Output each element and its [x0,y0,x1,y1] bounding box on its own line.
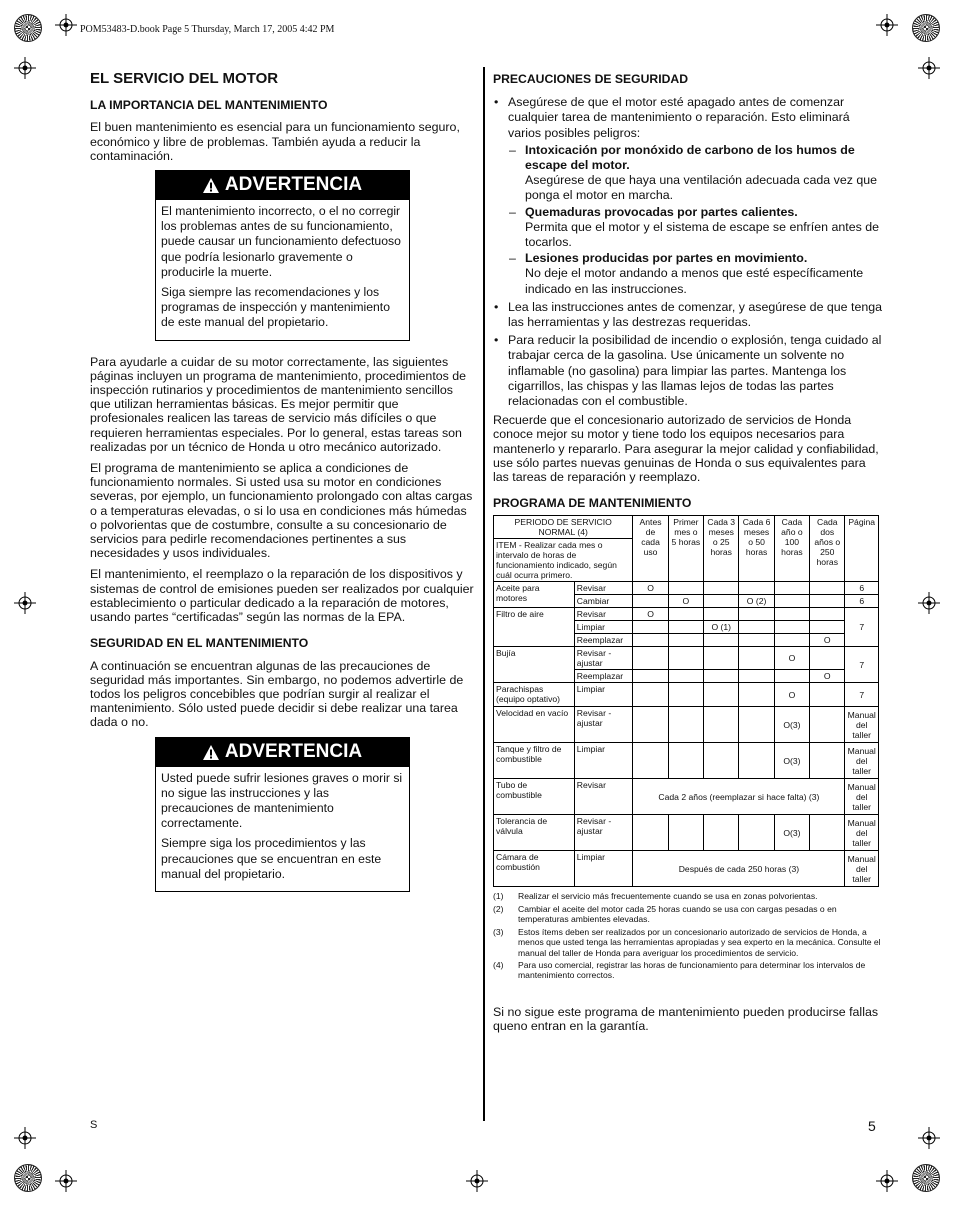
warning-box [155,737,410,892]
schedule-mark: O(3) [774,707,809,743]
page-ref: 7 [845,683,879,707]
schedule-mark: O [810,634,845,647]
crosshair-mark-icon [918,57,940,79]
page-ref: 6 [845,582,879,595]
footnote-number: (3) [493,926,504,937]
item-name: Filtro de aire [494,608,575,647]
schedule-mark: O [668,595,703,608]
footnote-text: Para uso comercial, registrar las horas de funcionamiento para determinar los intervalos de mantenimiento correctos. [518,959,866,981]
action: Limpiar [574,743,633,779]
section-heading: SEGURIDAD EN EL MANTENIMIENTO [90,636,309,651]
list-item: • Para reducir la posibilidad de incendio o explosión, tenga cuidado al trabajar cerca de la gasolina. Use únicamente un solvente no inflamable (no gasolina) para limpiar las partes. Mantenga los cigarrillos, las chispas y las llamas lejos de todas las partes relacionadas con el combustible. [508,333,883,409]
registration-sunburst [14,1164,42,1192]
hazard-item [525,143,883,204]
section-heading: PRECAUCIONES DE SEGURIDAD [493,72,689,86]
page-ref: Manual del taller [845,779,879,815]
item-name: Cámara de combustión [494,851,575,887]
page-ref: Manual del taller [845,851,879,887]
schedule-mark: O [774,647,809,670]
hazard-title: Lesiones producidas por partes en movimiento. [525,251,808,266]
schedule-mark: O (1) [704,621,739,634]
page-ref: Manual del taller [845,743,879,779]
paragraph: Recuerde que el concesionario autorizado de servicios de Honda conoce mejor su motor y tiene todo los equipos necesarios para mantenerlo y repararlo. Para asegurar la mejor calidad y confiabilidad, use sólo partes nuevas genuinas de Honda o sus equivalentes para las tareas de reparación y reemplazo. [493,413,879,485]
hazard-item [525,205,883,251]
footnote-text: Cambiar el aceite del motor cada 25 horas cuando se usa con cargas pesadas o en temperaturas ambientes elevadas. [518,903,837,925]
warning-text: El mantenimiento incorrecto, o el no corregir los problemas antes de su funcionamiento, puede causar un funcionamiento defectuoso que podría lesionarlo gravemente o producirle la muerte. [161,204,401,279]
schedule-mark: O(3) [774,743,809,779]
action: Revisar - ajustar [574,647,633,670]
crosshair-mark-icon [918,592,940,614]
paragraph: Para ayudarle a cuidar de su motor correctamente, las siguientes páginas incluyen un programa de mantenimiento, procedimientos de inspección rutinarios y procedimientos de mantenimiento sencillos que utilizan herramientas básicas. Es mejor permitir que profesionales realicen las tareas de servicio más difíciles o que requieren herramientas especiales. Por lo general, estas tareas son realizadas por un técnico de Honda u otro mecánico autorizado. [90,354,467,454]
hazard-title: Intoxicación por monóxido de carbono de los humos de escape del motor. [525,142,855,173]
column-header: Cada 6 meses o 50 horas [739,516,774,582]
footnote [493,891,883,901]
warning-header [156,171,409,200]
column-header: Cada 3 meses o 25 horas [704,516,739,582]
action: Revisar - ajustar [574,815,633,851]
schedule-mark: O [633,608,668,621]
table-header-row [494,516,879,582]
schedule-span: Después de cada 250 horas (3) [633,851,845,887]
action: Limpiar [574,621,633,634]
list-item: • Lea las instrucciones antes de comenzar, y asegúrese de que tenga las herramientas y las destrezas requeridas. [508,300,883,330]
item-name: Tolerancia de válvula [494,815,575,851]
list-item [508,95,883,297]
crosshair-mark-icon [14,1127,36,1149]
schedule-mark: O [633,582,668,595]
table-row [494,582,879,595]
warning-triangle-icon [203,745,219,760]
footnote-text: Estos ítems deben ser realizados por un concesionario autorizado de servicios de Honda, a menos que usted tenga las herramientas apropiadas y sea experto en la mecánica. Consulte el manual del taller de Honda para averiguar los procedimientos de servicio. [518,926,881,958]
page-ref: 7 [845,608,879,647]
warning-text: Usted puede sufrir lesiones graves o morir si no sigue las instrucciones y las precauciones de mantenimiento correctamente. [161,770,403,831]
crosshair-mark-icon [466,1170,488,1192]
item-name: Tubo de combustible [494,779,575,815]
left-column [90,70,474,906]
action: Limpiar [574,851,633,887]
footnote [493,927,883,958]
warranty-note: Si no sigue este programa de mantenimiento pueden producirse fallas queno entran en la garantía. [493,1004,879,1033]
section-heading: PROGRAMA DE MANTENIMIENTO [493,496,692,511]
footnote [493,960,883,981]
action: Cambiar [574,595,633,608]
table-row [494,608,879,621]
page-ref: Manual del taller [845,815,879,851]
column-header: Página [845,516,879,582]
warning-text: Siempre siga los procedimientos y las precauciones que se encuentran en este manual del propietario. [161,836,382,881]
footnote-text: Realizar el servicio más frecuentemente cuando se usa en zonas polvorientas. [518,891,818,902]
hazard-title: Quemaduras provocadas por partes calientes. [525,204,798,219]
footnote-number: (4) [493,959,504,970]
safety-list [493,95,883,409]
hazard-text: Asegúrese de que haya una ventilación adecuada cada vez que ponga el motor en marcha. [525,173,878,203]
crosshair-mark-icon [918,1127,940,1149]
paragraph: El buen mantenimiento es esencial para un funcionamiento seguro, económico y libre de problemas. También ayuda a reducir la contaminación. [90,120,460,163]
paragraph: A continuación se encuentran algunas de las precauciones de seguridad más importantes. Sin embargo, no podemos advertirle de todos los peligros concebibles que podrían surgir al realizar el mantenimiento. Sólo usted puede decidir si debe realizar una tarea dada o no. [90,658,464,730]
table-row [494,815,879,851]
list-item-text: Asegúrese de que el motor esté apagado antes de comenzar cualquier tarea de mantenimiento o reparación. Esto eliminará varios posibles peligros: [508,95,850,140]
hazard-item [525,251,883,297]
page-title: EL SERVICIO DEL MOTOR [90,70,279,87]
crosshair-mark-icon [14,592,36,614]
action: Revisar [574,779,633,815]
warning-text: Siga siempre las recomendaciones y los programas de inspección y mantenimiento de este manual del propietario. [161,285,390,330]
registration-sunburst [912,1164,940,1192]
table-row [494,851,879,887]
warning-header [156,738,409,767]
item-name: Tanque y filtro de combustible [494,743,575,779]
table-row [494,707,879,743]
column-header: Antes de cada uso [633,516,668,582]
language-code: S [90,1119,98,1131]
registration-sunburst [14,14,42,42]
maintenance-schedule-table [493,515,879,887]
item-name: Bujía [494,647,575,683]
schedule-mark: O(3) [774,815,809,851]
footnote-number: (2) [493,903,504,914]
page-ref: Manual del taller [845,707,879,743]
crosshair-mark-icon [55,1170,77,1192]
column-divider [483,67,485,1121]
table-row [494,779,879,815]
schedule-mark: O [810,670,845,683]
section-heading: LA IMPORTANCIA DEL MANTENIMIENTO [90,98,328,113]
crosshair-mark-icon [55,14,77,36]
page-ref: 7 [845,647,879,683]
item-name: Parachispas (equipo optativo) [494,683,575,707]
warning-triangle-icon [203,178,219,193]
table-row [494,647,879,670]
page-ref: 6 [845,595,879,608]
footnote [493,904,883,925]
schedule-mark: O (2) [739,595,774,608]
crosshair-mark-icon [876,1170,898,1192]
file-header: POM53483-D.book Page 5 Thursday, March 17, 2005 4:42 PM [80,24,335,35]
column-header: Cada dos años o 250 horas [810,516,845,582]
table-row [494,743,879,779]
schedule-span: Cada 2 años (reemplazar si hace falta) (3) [633,779,845,815]
item-label: ITEM - Realizar cada mes o intervalo de horas de funcionamiento indicado, según cuál ocurra primero. [496,540,617,581]
action: Reemplazar [574,634,633,647]
crosshair-mark-icon [14,57,36,79]
action: Revisar - ajustar [574,707,633,743]
crosshair-mark-icon [876,14,898,36]
paragraph: El programa de mantenimiento se aplica a condiciones de funcionamiento normales. Si usted usa su motor en condiciones severas, por ejemplo, un funcionamiento prolongado con altas cargas o a temperaturas elevadas, o si lo usa en condiciones más húmedas o polvorientas que de costumbre, consulte a su concesionario de servicios para pedirle recomendaciones pertinentes a sus necesidades y usos individuales. [90,461,473,561]
column-header: Cada año o 100 horas [774,516,809,582]
table-row [494,683,879,707]
schedule-mark: O [774,683,809,707]
action: Limpiar [574,683,633,707]
hazard-text: Permita que el motor y el sistema de escape se enfríen antes de tocarlos. [525,219,880,250]
action: Revisar [574,582,633,595]
item-name: Aceite para motores [494,582,575,608]
page-number: 5 [868,1118,876,1134]
warning-title: ADVERTENCIA [224,740,363,762]
action: Revisar [574,608,633,621]
warning-box [155,170,410,341]
footnotes [493,891,883,980]
paragraph: El mantenimiento, el reemplazo o la reparación de los dispositivos y sistemas de control de emisiones pueden ser realizados por cualquier establecimiento o particular dedicado a la reparación de motores, usando partes “certificadas” según las normas de la EPA. [90,567,474,625]
column-header: Primer mes o 5 horas [668,516,703,582]
period-label: PERIODO DE SERVICIO NORMAL (4) [494,516,632,539]
hazard-text: No deje el motor andando a menos que esté específicamente indicado en las instrucciones. [525,266,864,296]
right-column [493,70,883,1040]
action: Reemplazar [574,670,633,683]
warning-title: ADVERTENCIA [224,174,363,196]
registration-sunburst [912,14,940,42]
footnote-number: (1) [493,891,504,902]
item-name: Velocidad en vacío [494,707,575,743]
